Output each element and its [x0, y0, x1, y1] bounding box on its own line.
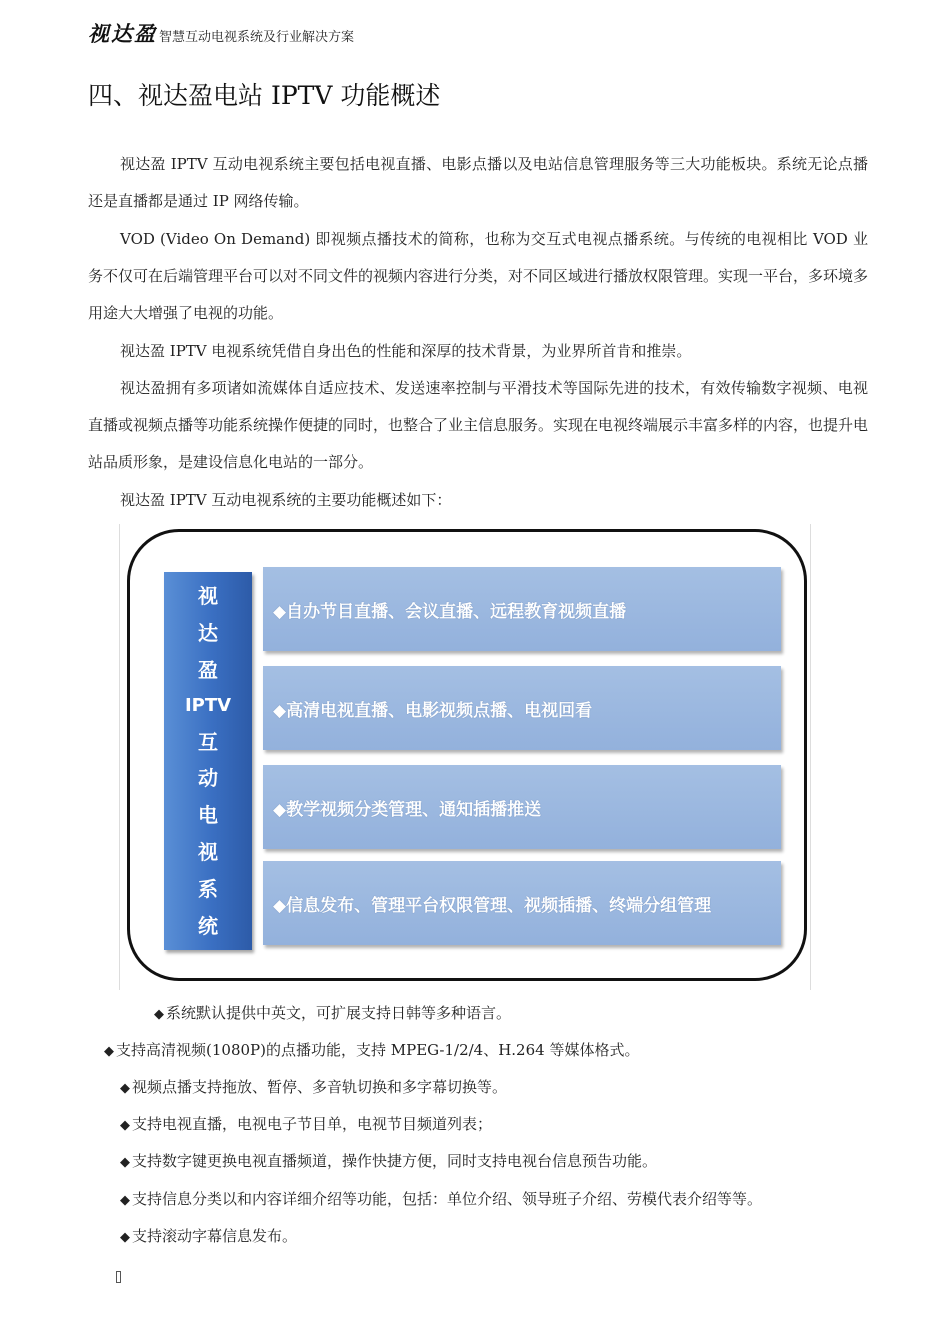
function-diagram [119, 524, 811, 990]
vertical-label-char: 统 [198, 913, 218, 938]
diamond-bullet-icon: ◆ [120, 1230, 130, 1245]
paragraph-reputation: 视达盈 IPTV 电视系统凭借自身出色的性能和深厚的技术背景，为业界所首肯和推崇。 [120, 342, 692, 360]
diamond-bullet-icon: ◆ [120, 1155, 130, 1170]
diamond-bullet-icon: ◆ [120, 1118, 130, 1133]
bullet-item: ◆ 视频点播支持拖放、暂停、多音轨切换和多字幕切换等。 [120, 1078, 508, 1096]
brand-logo: 视达盈 [88, 21, 157, 46]
bullet-item: ◆ 支持高清视频(1080P)的点播功能，支持 MPEG-1/2/4、H.264 等媒体格式。 [104, 1041, 640, 1059]
section-title: 四、视达盈电站 IPTV 功能概述 [88, 81, 441, 110]
bullet-item: ◆ 系统默认提供中英文，可扩展支持日韩等多种语言。 [154, 1004, 512, 1022]
bullet-item: ◆ 支持电视直播，电视电子节目单，电视节目频道列表； [120, 1115, 493, 1133]
vertical-label-char: 达 [198, 621, 218, 646]
vertical-label-char: 盈 [198, 657, 218, 682]
feature-box-hd: ◆高清电视直播、电影视频点播、电视回看 [263, 666, 781, 750]
header-tagline: 智慧互动电视系统及行业解决方案 [159, 30, 355, 45]
diamond-bullet-icon: ◆ [104, 1044, 114, 1059]
bullet-item: ◆ 支持信息分类以和内容详细介绍等功能，包括：单位介绍、领导班子介绍、劳模代表介绍等等。 [120, 1190, 763, 1208]
page-header [88, 18, 354, 48]
page-footer-mark [116, 1271, 121, 1283]
vertical-label-char: IPTV [184, 694, 232, 716]
diamond-bullet-icon: ◆ [154, 1007, 164, 1022]
diamond-bullet-icon: ◆ [120, 1193, 130, 1208]
feature-box-teaching: ◆教学视频分类管理、通知插播推送 [263, 765, 781, 849]
vertical-label-char: 系 [198, 876, 218, 901]
vertical-label-char: 动 [198, 766, 218, 791]
paragraph-technology: 视达盈拥有多项诸如流媒体自适应技术、发送速率控制与平滑技术等国际先进的技术，有效传输数字视频、电视直播或视频点播等功能系统操作便捷的同时，也整合了业主信息服务。实现在电视终端展示丰富多样的内容，也提升电站品质形象，是建设信息化电站的一部分。 [88, 379, 869, 471]
vertical-label-char: 电 [198, 803, 218, 828]
vertical-label-char: 互 [198, 729, 218, 754]
bullet-item: ◆ 支持滚动字幕信息发布。 [120, 1227, 298, 1245]
diamond-bullet-icon: ◆ [120, 1081, 130, 1096]
paragraph-vod: VOD (Video On Demand) 即视频点播技术的简称，也称为交互式电视点播系统。与传统的电视相比 VOD 业务不仅可在后端管理平台可以对不同文件的视频内容进行分类，对不同区域进行播放权限管理。实现一平台，多环境多用途大大增强了电视的功能。 [88, 230, 869, 322]
diagram-rounded-frame [127, 529, 807, 981]
vertical-label-char: 视 [198, 839, 218, 864]
vertical-label-char: 视 [198, 584, 218, 609]
feature-box-publishing: ◆信息发布、管理平台权限管理、视频插播、终端分组管理 [263, 861, 781, 945]
paragraph-intro: 视达盈 IPTV 互动电视系统主要包括电视直播、电影点播以及电站信息管理服务等三大功能板块。系统无论点播还是直播都是通过 IP 网络传输。 [88, 155, 868, 210]
feature-box-live: ◆自办节目直播、会议直播、远程教育视频直播 [263, 567, 781, 651]
paragraph-lead-in: 视达盈 IPTV 互动电视系统的主要功能概述如下： [120, 491, 452, 509]
diagram-vertical-label [164, 572, 252, 950]
bullet-item: ◆ 支持数字键更换电视直播频道，操作快捷方便，同时支持电视台信息预告功能。 [120, 1152, 658, 1170]
